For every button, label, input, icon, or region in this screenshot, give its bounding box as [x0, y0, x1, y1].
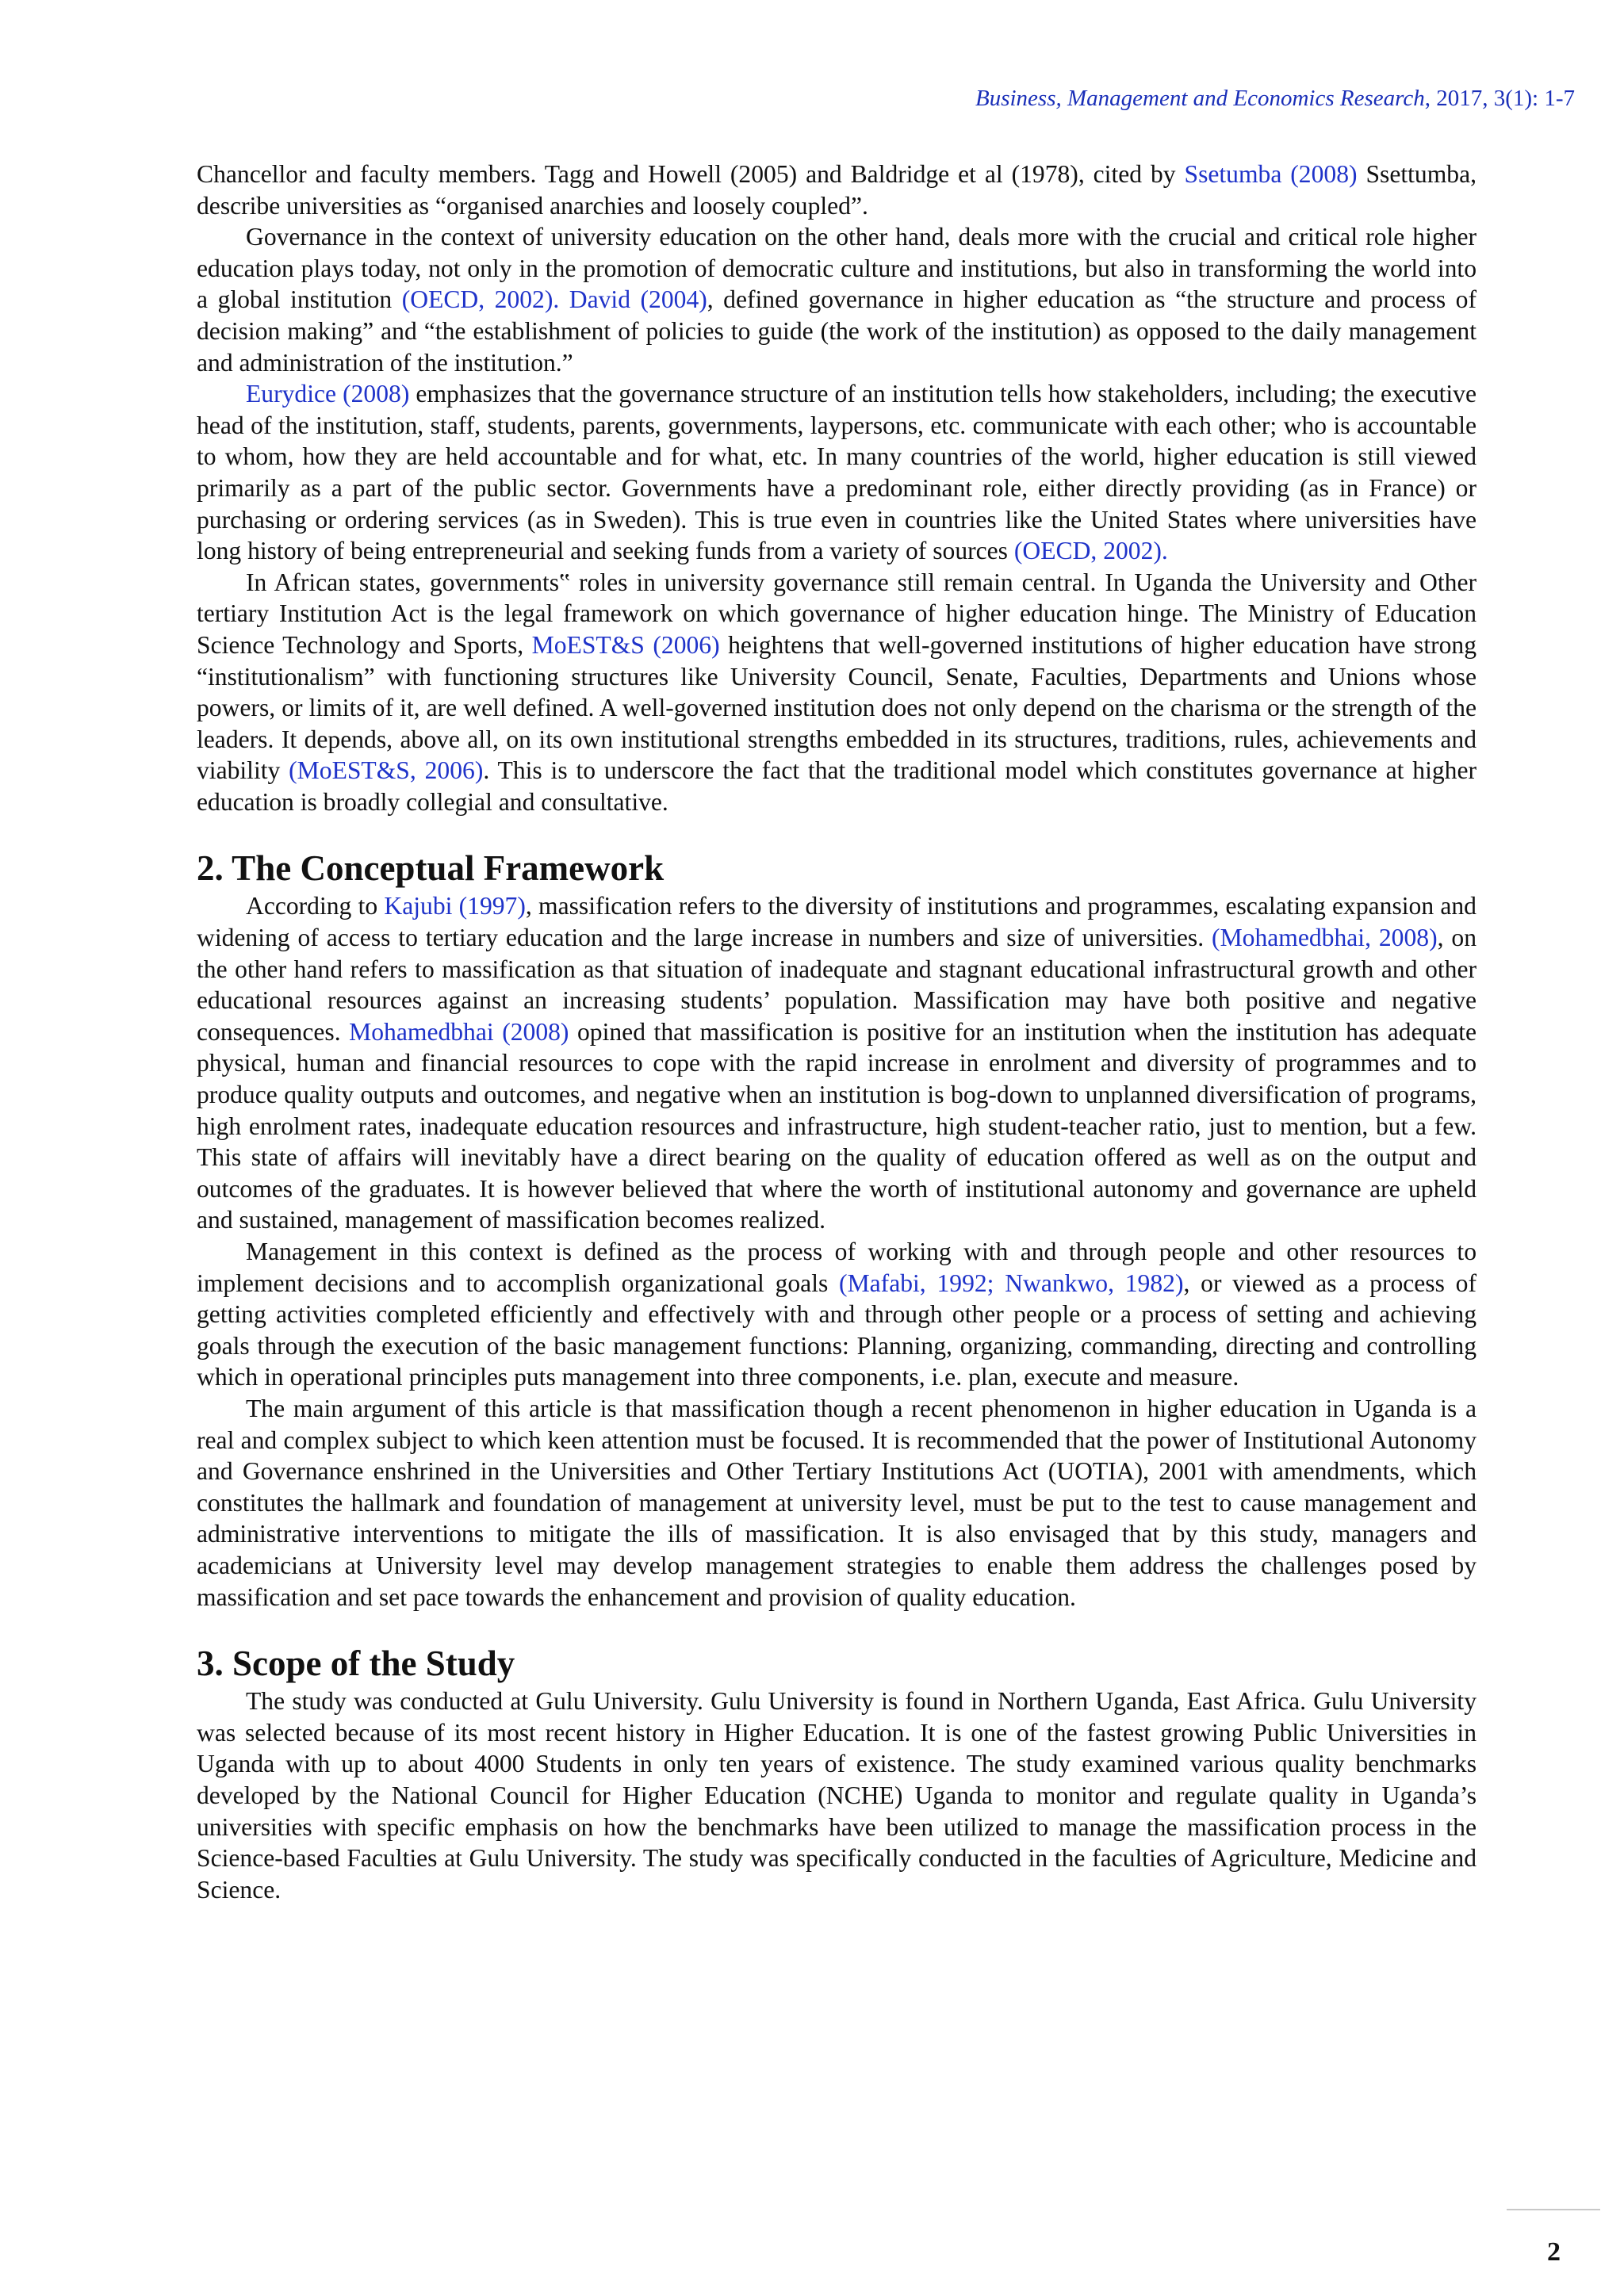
text-span: , defined governance in higher education as “the structure and process of decision making” and “the establishment of policies to guide (the work of the institution) as opposed to the daily management and administration of the institution.”: [197, 285, 1477, 377]
citation-link[interactable]: (OECD, 2002). David (2004): [401, 285, 707, 314]
citation-link[interactable]: (Mohamedbhai, 2008): [1212, 924, 1438, 952]
text-span: emphasizes that the governance structure of an institution tells how stakeholders, including; the executive head of the institution, staff, students, parents, governments, laypersons, etc. communicate with each other; who is accountable to whom, how they are held accountable and for what, etc. In many countries of the world, higher education is still viewed primarily as a part of the public sector. Governments have a predominant role, either directly providing (as in France) or purchasing or ordering services (as in Sweden). This is true even in countries like the United States where universities have long history of being entrepreneurial and seeking funds from a variety of sources: [197, 380, 1477, 565]
text-span: opined that massification is positive for an institution when the institution has adequate physical, human and financial resources to cope with the rapid increase in enrolment and diversity of programmes and to produce quality outputs and outcomes, and negative when an institution is bog-down to unplanned diversification of programs, high enrolment rates, inadequate education resources and infrastructure, high student-teacher ratio, just to mention, but a few. This state of affairs will inevitably have a direct bearing on the quality of education offered as well as on the output and outcomes of the graduates. It is however believed that where the worth of institutional autonomy and governance are upheld and sustained, management of massification becomes realized.: [197, 1017, 1477, 1234]
section-heading-conceptual-framework: 2. The Conceptual Framework: [197, 848, 665, 889]
text-span: , or viewed as a process of getting activities completed efficiently and effectively with and through other people or a process of setting and achieving goals through the execution of the basic management functions: Planning, organizing, commanding, directing and controlling which in operational principles puts management into three components, i.e. plan, execute and measure.: [197, 1269, 1477, 1391]
paragraph-management: [197, 1236, 1477, 1393]
text-span: Governance in the context of university education on the other hand, deals more with the crucial and critical role higher education plays today, not only in the promotion of democratic culture and institutions, but also in transforming the world into a global institution: [197, 223, 1477, 314]
paragraph-governance: [197, 221, 1477, 378]
text-span: , massification refers to the diversity of institutions and programmes, escalating expansion and widening of access to tertiary education and the large increase in numbers and size of universities.: [197, 892, 1477, 952]
citation-link[interactable]: (OECD, 2002).: [1013, 537, 1168, 565]
text-span: heightens that well-governed institutions of higher education have strong “institutionalism” with functioning structures like University Council, Senate, Faculties, Departments and Unions whose powers, or limits of it, are well defined. A well-governed institution does not only depend on the charisma or the strength of the leaders. It depends, above all, on its own institutional strengths embedded in its structures, traditions, rules, achievements and viability: [197, 630, 1477, 785]
paragraph-african-states: [197, 567, 1477, 818]
footer-divider: [1507, 2209, 1600, 2210]
running-header: [975, 86, 1575, 112]
page-body: [197, 159, 1477, 1905]
text-span: According to: [246, 892, 385, 920]
journal-citation: , 2017, 3(1): 1-7: [1424, 86, 1575, 111]
citation-link[interactable]: (Mafabi, 1992; Nwankwo, 1982): [839, 1269, 1184, 1297]
text-span: . This is to underscore the fact that the traditional model which constitutes governance at higher education is broadly collegial and consultative.: [197, 756, 1477, 816]
text-span: In African states, governments‟ roles in university governance still remain central. In Uganda the University and Other tertiary Institution Act is the legal framework on which governance of higher education hinge. The Ministry of Education Science Technology and Sports,: [197, 568, 1477, 659]
text-span: Ssettumba, describe universities as “organised anarchies and loosely coupled”.: [197, 160, 1477, 220]
paragraph-scope: The study was conducted at Gulu University. Gulu University is found in Northern Uganda, East Africa. Gulu University was selected because of its most recent history in Higher Education. It is one of the fastest growing Public Universities in Uganda with up to about 4000 Students in only ten years of existence. The study examined various quality benchmarks developed by the National Council for Higher Education (NCHE) Uganda to monitor and regulate quality in Uganda’s universities with specific emphasis on how the benchmarks have been utilized to manage the massification process in the Science-based Faculties at Gulu University. The study was specifically conducted in the faculties of Agriculture, Medicine and Science.: [197, 1687, 1477, 1904]
paragraph-massification: [197, 890, 1477, 1236]
journal-title: Business, Management and Economics Research: [975, 86, 1425, 111]
paragraph-eurydice: [197, 378, 1477, 567]
citation-link[interactable]: MoEST&S (2006): [531, 630, 720, 659]
paragraph-main-argument: The main argument of this article is that massification though a recent phenomenon in higher education in Uganda is a real and complex subject to which keen attention must be focused. It is recommended that the power of Institutional Autonomy and Governance enshrined in the Universities and Other Tertiary Institutions Act (UOTIA), 2001 with amendments, which constitutes the hallmark and foundation of management at university level, must be put to the test to cause management and administrative interventions to mitigate the ills of massification. It is also envisaged that by this study, managers and academicians at University level may develop management strategies to enable them address the challenges posed by massification and set pace towards the enhancement and provision of quality education.: [197, 1394, 1477, 1611]
citation-link[interactable]: (MoEST&S, 2006): [289, 756, 484, 785]
citation-link[interactable]: Kajubi (1997): [384, 892, 526, 920]
citation-link[interactable]: Eurydice (2008): [246, 380, 410, 408]
citation-link[interactable]: Ssetumba (2008): [1184, 160, 1358, 188]
text-span: Management in this context is defined as the process of working with and through people and other resources to implement decisions and to accomplish organizational goals: [197, 1238, 1477, 1297]
page-number: 2: [1547, 2237, 1561, 2267]
text-span: Chancellor and faculty members. Tagg and Howell (2005) and Baldridge et al (1978), cited by: [197, 160, 1185, 188]
paragraph-continuation: [197, 159, 1477, 221]
section-heading-scope: 3. Scope of the Study: [197, 1644, 515, 1684]
text-span: , on the other hand refers to massification as that situation of inadequate and stagnant educational infrastructural growth and other educational resources against an increasing students’ population. Massification may have both positive and negative consequences.: [197, 924, 1477, 1046]
citation-link[interactable]: Mohamedbhai (2008): [349, 1017, 569, 1046]
